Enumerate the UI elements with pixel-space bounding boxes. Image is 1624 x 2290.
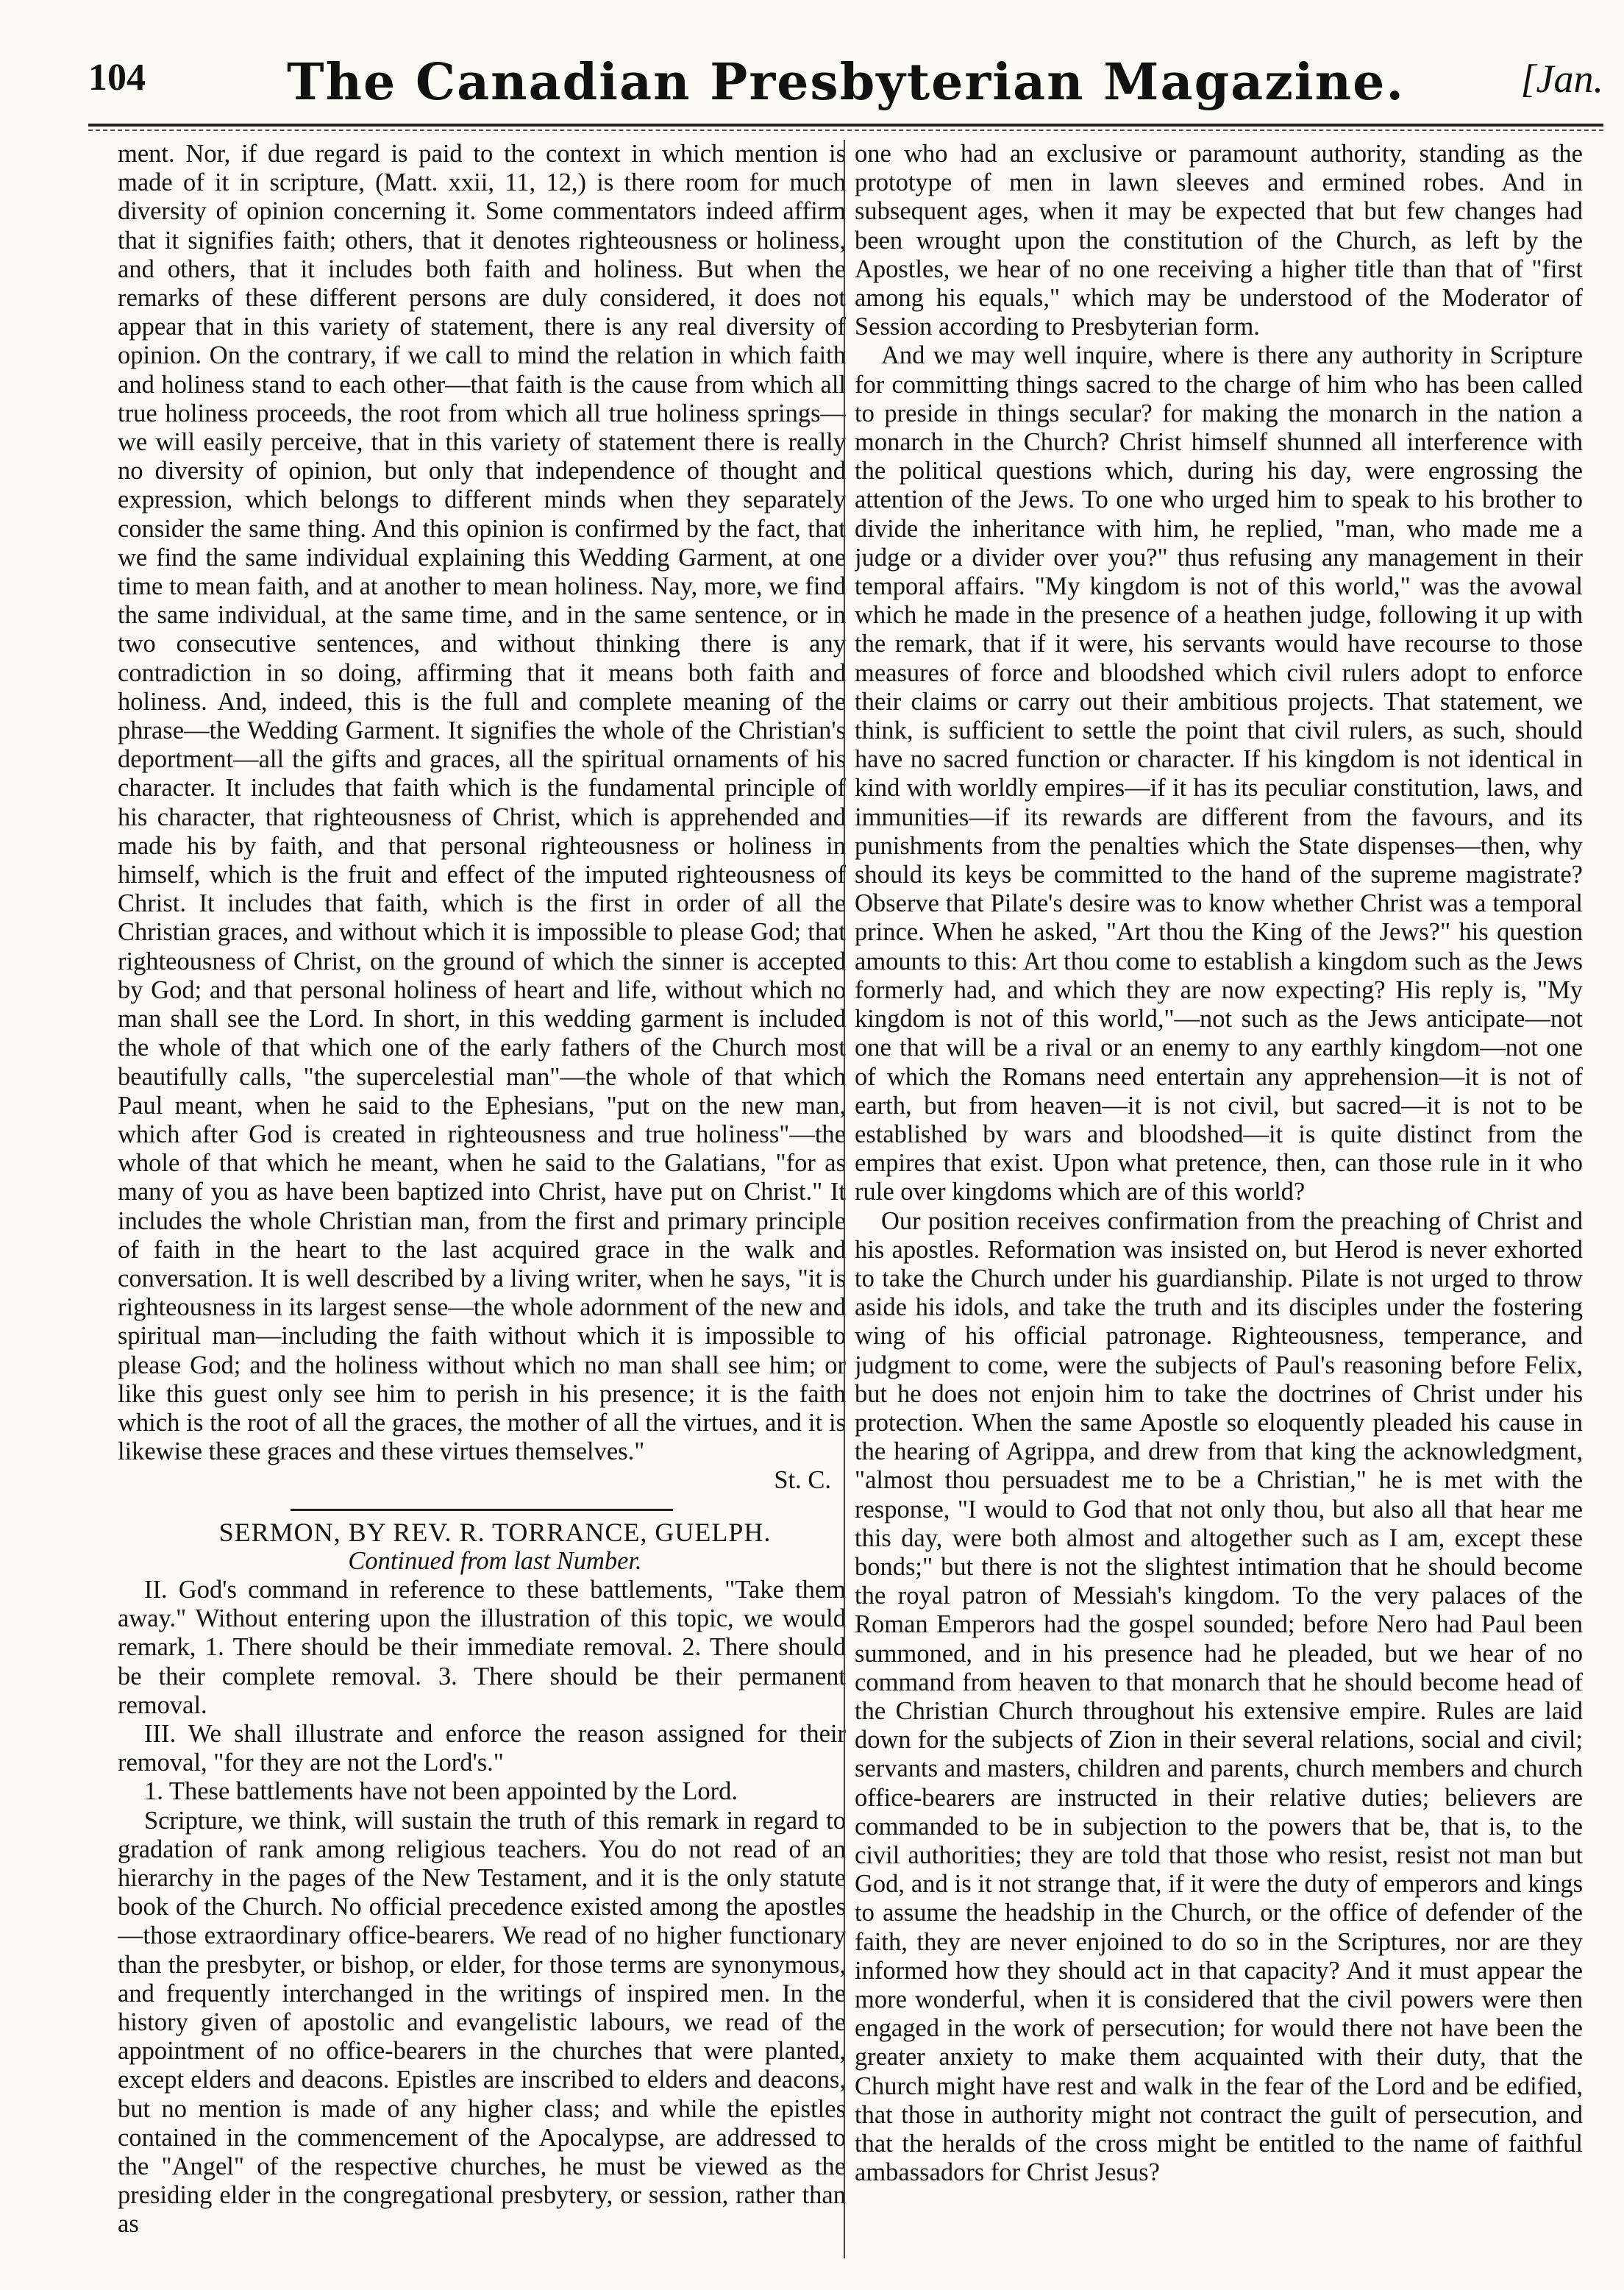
column-divider	[844, 140, 845, 2258]
header-rule	[88, 124, 1603, 127]
sermon-paragraph: 1. These battlements have not been appointed by the Lord.	[144, 1777, 738, 1806]
left-column	[118, 140, 846, 2266]
magazine-title: The Canadian Presbyterian Magazine.	[286, 53, 1406, 112]
right-column	[855, 140, 1583, 2266]
sermon-paragraph: And we may well inquire, where is there any authority in Scripture for committing things sacred to the charge of him who has been called to preside in things secular? for making the monarch in the nation a monarch in the Church? Christ himself shunned all interference with the political questions which, during his day, were engrossing the attention of the Jews. To one who urged him to speak to his brother to divide the inheritance with him, he replied, "man, who made me a judge or a divider over you?" thus refusing any management in their temporal affairs. "My kingdom is not of this world," was the avowal which he made in the presence of a heathen judge, following it up with the remark, that if it were, his servants would have recourse to those measures of force and bloodshed which civil rulers adopt to enforce their claims or carry out their ambitious projects. That statement, we think, is sufficient to settle the point that civil rulers, as such, should have no sacred function or character. If his kingdom is not identical in kind with worldly empires—if it has its peculiar constitution, laws, and immunities—if its rewards are different from the favours, and its punishments from the penalties which the State dispenses—then, why should its keys be committed to the hand of the supreme magistrate? Observe that Pilate's desire was to know whether Christ was a temporal prince. When he asked, "Art thou the King of the Jews?" his question amounts to this: Art thou come to establish a kingdom such as the Jews formerly had, and which they are now expecting? His reply is, "My kingdom is not of this world,"—not such as the Jews anticipate—not one that will be a rival or an enemy to any earthly kingdom—not one of which the Romans need entertain any apprehension—it is not of earth, but from heaven—it is not civil, but sacred—it is not to be established by wars and bloodshed—it is quite distinct from the empires that exist. Upon what pretence, then, can those rule in it who rule over kingdoms which are of this world?	[855, 341, 1583, 1206]
sermon-paragraph: II. God's command in reference to these battlements, "Take them away." Without entering upon the illustration of this topic, we would remark, 1. There should be their immediate removal. 2. There should be their complete removal. 3. There should be their permanent removal.	[118, 1575, 846, 1719]
page-header	[88, 53, 1603, 141]
sermon-paragraph: one who had an exclusive or paramount authority, standing as the prototype of men in lawn sleeves and ermined robes. And in subsequent ages, when it may be expected that but few changes had been wrought upon the constitution of the Church, as left by the Apostles, we hear of no one receiving a higher title than that of "first among his equals," which may be understood of the Moderator of Session according to Presbyterian form.	[855, 140, 1583, 341]
sermon-paragraph: Scripture, we think, will sustain the truth of this remark in regard to gradation of rank among religious teachers. You do not read of an hierarchy in the pages of the New Testament, and it is the only statute book of the Church. No official precedence existed among the apostles—those extraordinary office-bearers. We read of no higher functionary than the presbyter, or bishop, or elder, for those terms are synonymous, and frequently interchanged in the writings of inspired men. In the history given of apostolic and evangelistic labours, we read of the appointment of no office-bearers in the churches that were planted, except elders and deacons. Epistles are inscribed to elders and deacons, but no mention is made of any higher class; and while the epistles contained in the commencement of the Apocalypse, are addressed to the "Angel" of the respective churches, he must be viewed as the presiding elder in the congregational presbytery, or session, rather than as	[118, 1806, 846, 2239]
issue-month: [Jan.	[1520, 57, 1603, 101]
section-rule	[291, 1509, 673, 1511]
article-signature-line	[118, 1466, 846, 1495]
article-signature: St. C.	[774, 1466, 831, 1495]
continued-note: Continued from last Number.	[348, 1546, 642, 1575]
header-rule-dashed	[88, 129, 1603, 131]
sermon-paragraph: III. We shall illustrate and enforce the reason assigned for their removal, "for they are not the Lord's."	[118, 1719, 846, 1777]
sermon-title: SERMON, BY REV. R. TORRANCE, GUELPH.	[218, 1517, 772, 1547]
article-paragraph: ment. Nor, if due regard is paid to the context in which mention is made of it in scripture, (Matt. xxii, 11, 12,) is there room for much diversity of opinion concerning it. Some commentators indeed affirm that it signifies faith; others, that it denotes righteousness or holiness, and others, that it includes both faith and holiness. But when the remarks of these different persons are duly considered, it does not appear that in this variety of statement, there is any real diversity of opinion. On the contrary, if we call to mind the relation in which faith and holiness stand to each other—that faith is the cause from which all true holiness proceeds, the root from which all true holiness springs—we will easily perceive, that in this variety of statement there is really no diversity of opinion, but only that independence of thought and expression, which belongs to different minds when they separately consider the same thing. And this opinion is confirmed by the fact, that we find the same individual explaining this Wedding Garment, at one time to mean faith, and at another to mean holiness. Nay, more, we find the same individual, at the same time, and in the same sentence, or in two consecutive sentences, and without thinking there is any contradiction in so doing, affirming that it means both faith and holiness. And, indeed, this is the full and complete meaning of the phrase—the Wedding Garment. It signifies the whole of the Christian's deportment—all the gifts and graces, all the spiritual ornaments of his character. It includes that faith which is the fundamental principle of his character, that righteousness of Christ, which is apprehended and made his by faith, and that personal righteousness or holiness in himself, which is the fruit and effect of the imputed righteousness of Christ. It includes that faith, which is the first in order of all the Christian graces, and without which it is impossible to please God; that righteousness of Christ, on the ground of which the sinner is accepted by God; and that personal holiness of heart and life, without which no man shall see the Lord. In short, in this wedding garment is included the whole of that which one of the early fathers of the Church most beautifully calls, "the supercelestial man"—the whole of that which Paul meant, when he said to the Ephesians, "put on the new man, which after God is created in righteousness and true holiness"—the whole of that which he meant, when he said to the Galatians, "for as many of you as have been baptized into Christ, have put on Christ." It includes the whole Christian man, from the first and primary principle of faith in the heart to the last acquired grace in the walk and conversation. It is well described by a living writer, when he says, "it is righteousness in its largest sense—the whole adornment of the new and spiritual man—including the faith without which it is impossible to please God; and the holiness without which no man shall see him; or like this guest only see him to perish in his presence; it is the faith which is the root of all the graces, the mother of all the virtues, and it is likewise these graces and these virtues themselves."	[118, 140, 846, 1466]
sermon-paragraph: Our position receives confirmation from the preaching of Christ and his apostles. Reformation was insisted on, but Herod is never exhorted to take the Church under his guardianship. Pilate is not urged to throw aside his idols, and take the truth and its disciples under the fostering wing of his official patronage. Righteousness, temperance, and judgment to come, were the subjects of Paul's reasoning before Felix, but he does not enjoin him to take the doctrines of Christ under his protection. When the same Apostle so eloquently pleaded his cause in the hearing of Agrippa, and drew from that king the acknowledgment, "almost thou persuadest me to be a Christian," he is met with the response, "I would to God that not only thou, but also all that hear me this day, were both almost and altogether such as I am, except these bonds;" but there is not the slightest intimation that he should become the royal patron of Messiah's kingdom. To the very palaces of the Roman Emperors had the gospel sounded; before Nero had Paul been summoned, and in his presence had he pleaded, but we hear of no command from heaven to that monarch that he should become head of the Christian Church throughout his extensive empire. Rules are laid down for the subjects of Zion in their several relations, social and civil; servants and masters, children and parents, church members and church office-bearers are instructed in their relative duties; believers are commanded to be in subjection to the powers that be, that is, to the civil authorities; they are told that those who resist, resist not man but God, and is it not strange that, if it were the duty of emperors and kings to assume the headship in the Church, or the office of defender of the faith, they are never enjoined to do so in the Scriptures, nor are they informed how they should act in that capacity? And it must appear the more wonderful, when it is considered that the civil powers were then engaged in the work of persecution; for would there not have been the greater anxiety to make them acquainted with their duty, that the Church might have rest and walk in the fear of the Lord and be edified, that those in authority might not contract the guilt of persecution, and that the heralds of the cross might be entitled to the name of faithful ambassadors for Christ Jesus?	[855, 1206, 1583, 2187]
page-number: 104	[88, 57, 146, 99]
